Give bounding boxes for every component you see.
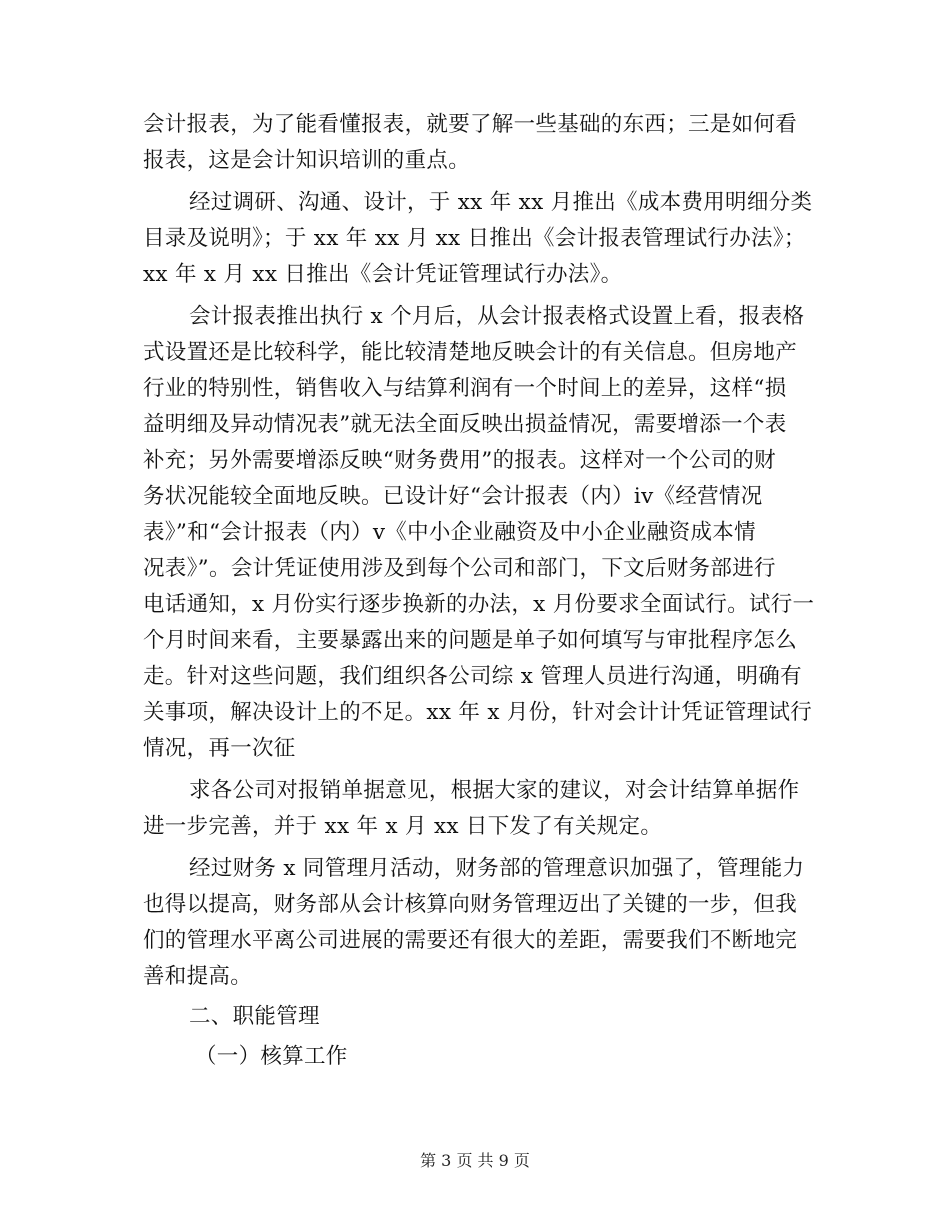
text-line: 目录及说明》；于 xx 年 xx 月 xx 日推出《会计报表管理试行办法》； xyxy=(143,226,806,251)
text-line: xx 年 x 月 xx 日推出《会计凭证管理试行办法》。 xyxy=(143,262,623,287)
text-line: 式设置还是比较科学，能比较清楚地反映会计的有关信息。但房地产 xyxy=(143,340,798,365)
section-heading: 二、职能管理 xyxy=(189,1004,320,1029)
text-line: 益明细及异动情况表”就无法全面反映出损益情况，需要增添一个表 xyxy=(143,412,787,437)
text-line: 们的管理水平离公司进展的需要还有很大的差距，需要我们不断地完 xyxy=(143,928,798,953)
text-line: 情况，再一次征 xyxy=(143,736,296,761)
text-line: 表》”和“会计报表（内）v《中小企业融资及中小企业融资成本情 xyxy=(143,520,756,545)
text-line: 行业的特别性，销售收入与结算利润有一个时间上的差异，这样“损 xyxy=(143,376,787,401)
text-line: 也得以提高，财务部从会计核算向财务管理迈出了关键的一步，但我 xyxy=(143,892,798,917)
text-line: 况表》”。会计凭证使用涉及到每个公司和部门，下文后财务部进行 xyxy=(143,556,776,581)
text-line: 电话通知，x 月份实行逐步换新的办法，x 月份要求全面试行。试行一 xyxy=(143,592,815,617)
text-line: 进一步完善，并于 xx 年 x 月 xx 日下发了有关规定。 xyxy=(143,814,663,839)
text-line: 报表，这是会计知识培训的重点。 xyxy=(143,148,471,173)
text-line: 关事项，解决设计上的不足。xx 年 x 月份，针对会计计凭证管理试行 xyxy=(143,700,813,725)
subsection-heading: （一）核算工作 xyxy=(195,1044,348,1069)
text-line: 善和提高。 xyxy=(143,964,253,989)
text-line: 经过财务 x 同管理月活动，财务部的管理意识加强了，管理能力 xyxy=(189,856,805,881)
text-line: 求各公司对报销单据意见，根据大家的建议，对会计结算单据作 xyxy=(189,778,800,803)
text-line: 个月时间来看，主要暴露出来的问题是单子如何填写与审批程序怎么 xyxy=(143,628,798,653)
text-line: 会计报表推出执行 x 个月后，从会计报表格式设置上看，报表格 xyxy=(189,304,805,329)
text-line: 走。针对这些问题，我们组织各公司综 x 管理人员进行沟通，明确有 xyxy=(143,664,802,689)
page-number-footer: 第 3 页 共 9 页 xyxy=(420,1151,530,1170)
text-line: 补充；另外需要增添反映“财务费用”的报表。这样对一个公司的财 xyxy=(143,448,776,473)
text-line: 会计报表，为了能看懂报表，就要了解一些基础的东西；三是如何看 xyxy=(143,112,798,137)
text-line: 务状况能较全面地反映。已设计好“会计报表（内）iv《经营情况 xyxy=(143,484,763,509)
text-line: 经过调研、沟通、设计，于 xx 年 xx 月推出《成本费用明细分类 xyxy=(189,190,813,215)
